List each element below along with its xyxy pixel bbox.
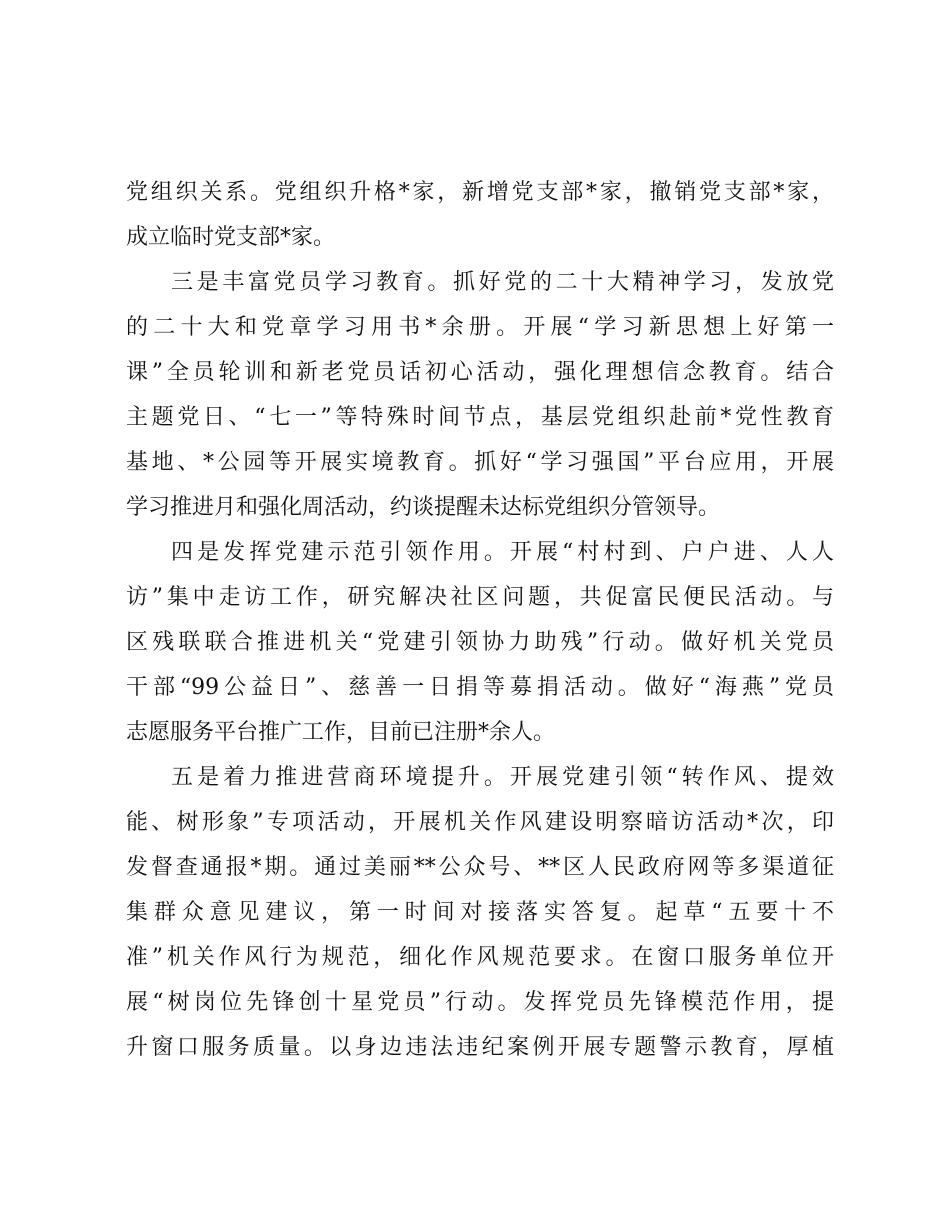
text-line: 四是发挥党建示范引领作用。开展“村村到、户户进、人人: [171, 540, 834, 565]
text-line: 集群众意见建议，第一时间对接落实答复。起草“五要十不: [126, 900, 834, 925]
text-line: 课”全员轮训和新老党员话初心活动，强化理想信念教育。结合: [126, 360, 834, 385]
text-line: 五是着力推进营商环境提升。开展党建引领“转作风、提效: [171, 765, 834, 790]
text-line: 三是丰富党员学习教育。抓好党的二十大精神学习，发放党: [171, 270, 834, 295]
text-line: 升窗口服务质量。以身边违法违纪案例开展专题警示教育，厚植: [126, 1035, 834, 1060]
text-line: 的二十大和党章学习用书*余册。开展“学习新思想上好第一: [126, 315, 834, 340]
text-line: 党组织关系。党组织升格*家，新增党支部*家，撤销党支部*家，: [126, 180, 834, 205]
text-line: 干部“99公益日”、慈善一日捐等募捐活动。做好“海燕”党员: [126, 675, 834, 700]
paragraph-party-building-demo: [126, 530, 834, 755]
text-line: 基地、*公园等开展实境教育。抓好“学习强国”平台应用，开展: [126, 450, 834, 475]
text-line: 发督查通报*期。通过美丽**公众号、**区人民政府网等多渠道征: [126, 855, 834, 880]
text-line: 主题党日、“七一”等特殊时间节点，基层党组织赴前*党性教育: [126, 405, 834, 430]
paragraph-party-organization: [126, 170, 834, 260]
text-line: 成立临时党支部*家。: [126, 225, 336, 250]
text-line: 区残联联合推进机关“党建引领协力助残”行动。做好机关党员: [126, 630, 834, 655]
text-line: 学习推进月和强化周活动，约谈提醒未达标党组织分管领导。: [126, 495, 721, 520]
text-line: 展“树岗位先锋创十星党员”行动。发挥党员先锋模范作用，提: [126, 990, 834, 1015]
paragraph-study-education: [126, 260, 834, 530]
text-line: 志愿服务平台推广工作，目前已注册*余人。: [126, 720, 556, 745]
document-body: [126, 170, 834, 1070]
text-line: 访”集中走访工作，研究解决社区问题，共促富民便民活动。与: [126, 585, 834, 610]
paragraph-business-environment: [126, 755, 834, 1070]
text-line: 准”机关作风行为规范，细化作风规范要求。在窗口服务单位开: [126, 945, 834, 970]
text-line: 能、树形象”专项活动，开展机关作风建设明察暗访活动*次，印: [126, 810, 834, 835]
